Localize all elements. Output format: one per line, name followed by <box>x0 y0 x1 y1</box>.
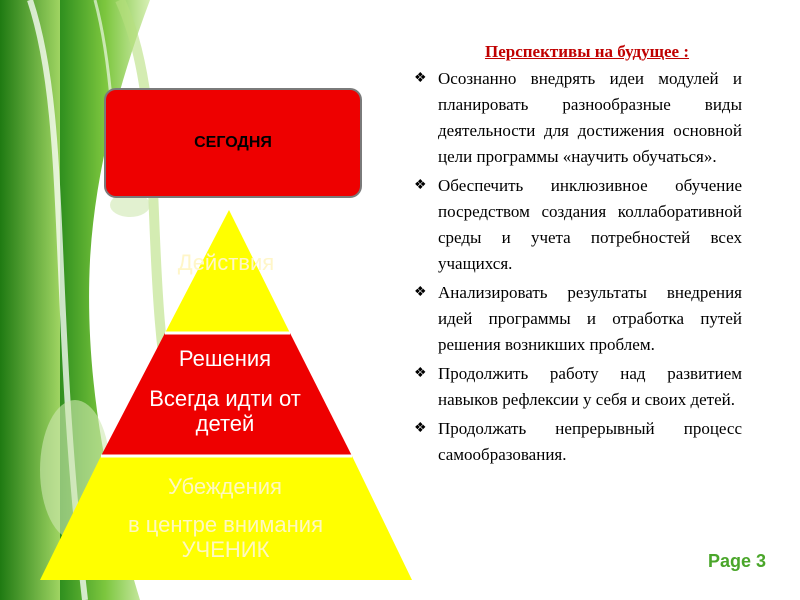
today-label: СЕГОДНЯ <box>194 134 272 151</box>
pyramid-middle-sublabel: Всегда идти от детей <box>149 386 301 436</box>
pyramid-top-label: Действия <box>177 250 275 275</box>
list-item: ❖ Продолжить работу над развитием навыков рефлексии у себя и своих детей. <box>412 361 742 413</box>
diamond-bullet-icon: ❖ <box>414 285 427 300</box>
pyramid-middle-label: Решения <box>178 346 272 371</box>
page-number: Page 3 <box>708 551 767 571</box>
perspectives-list <box>412 66 742 468</box>
pyramid-bottom-label: Убеждения <box>168 474 282 499</box>
list-item: ❖ Обеспечить инклюзивное обучение посредством создания коллаборативной среды и учета потребностей всех учащихся. <box>412 173 742 277</box>
diamond-bullet-icon: ❖ <box>414 71 427 86</box>
list-item: ❖ Осознанно внедрять идеи модулей и планировать разнообразные виды деятельности для достижения основной цели программы «научить обучаться». <box>412 66 742 170</box>
diamond-bullet-icon: ❖ <box>414 178 427 193</box>
list-item: ❖ Анализировать результаты внедрения идей программы и отработка путей решения возникших проблем. <box>412 280 742 358</box>
list-item: ❖ Продолжать непрерывный процесс самообразования. <box>412 416 742 468</box>
diamond-bullet-icon: ❖ <box>414 421 427 436</box>
diamond-bullet-icon: ❖ <box>414 366 427 381</box>
today-box <box>104 88 362 198</box>
perspectives-panel <box>412 40 742 471</box>
pyramid-bottom-sublabel: в центре внимания УЧЕНИК <box>127 512 324 562</box>
perspectives-heading: Перспективы на будущее : <box>484 42 690 61</box>
